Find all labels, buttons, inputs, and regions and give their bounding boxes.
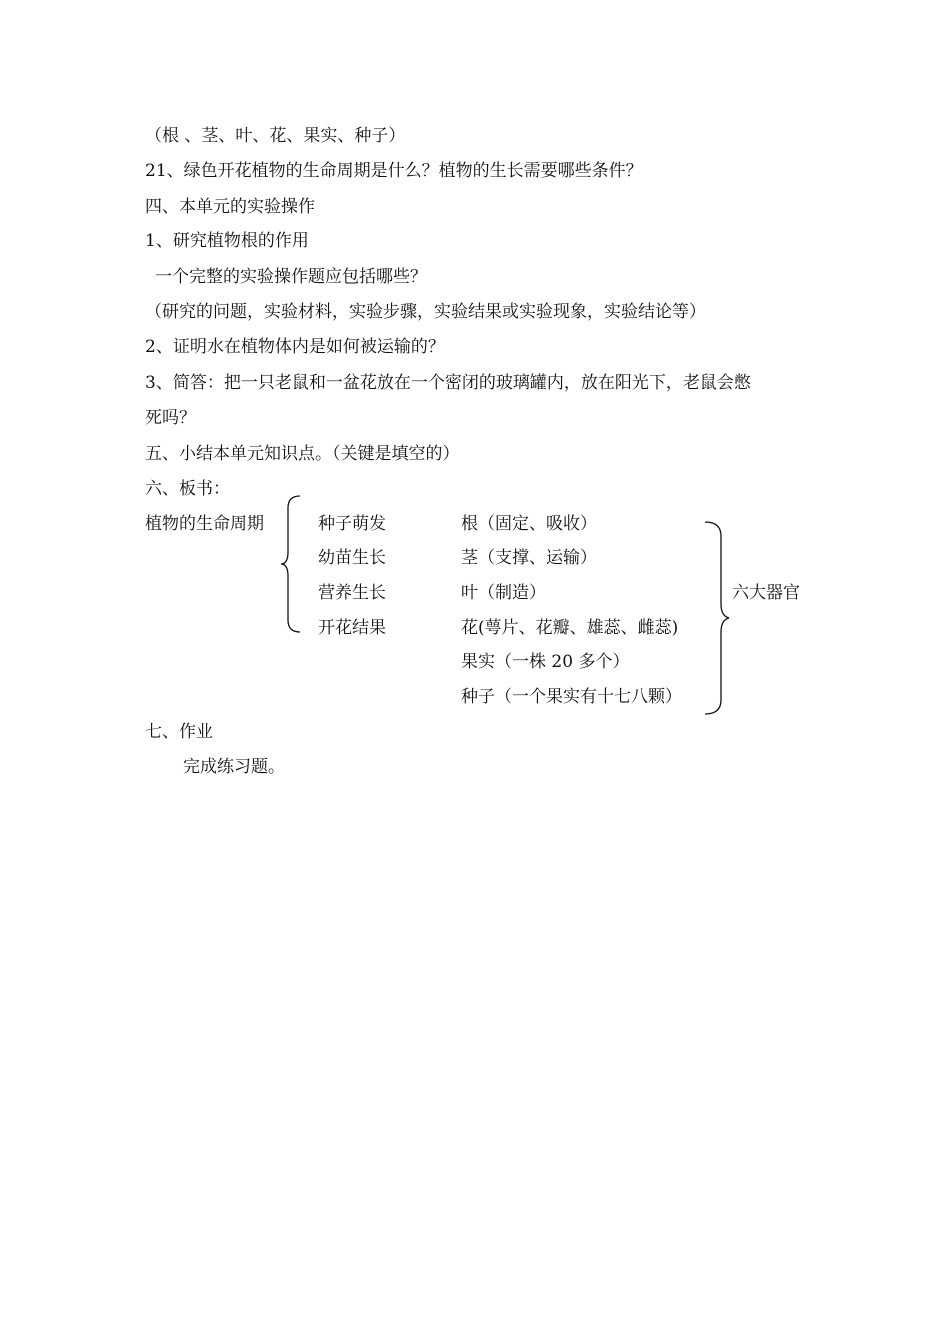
section-6-heading: 六、板书： — [145, 479, 230, 499]
experiment-2: 2、证明水在植物体内是如何被运输的？ — [145, 337, 445, 357]
question-21: 21、绿色开花植物的生命周期是什么？植物的生长需要哪些条件？ — [145, 161, 643, 181]
experiment-question: 一个完整的实验操作题应包括哪些？ — [155, 267, 427, 287]
board-root-label: 植物的生命周期 — [145, 514, 264, 534]
experiment-1: 1、研究植物根的作用 — [145, 231, 309, 251]
stage-item: 幼苗生长 — [318, 548, 386, 568]
section-5-heading: 五、小结本单元知识点。（关键是填空的） — [145, 444, 460, 464]
right-brace — [703, 520, 731, 716]
stage-item: 营养生长 — [318, 583, 386, 603]
left-brace — [280, 494, 304, 634]
organ-item: 茎（支撑、运输） — [461, 548, 597, 568]
organ-item: 花(萼片、花瓣、雄蕊、雌蕊) — [461, 618, 679, 638]
organs-summary-label: 六大器官 — [732, 583, 800, 603]
organ-item: 叶（制造） — [461, 583, 546, 603]
section-4-heading: 四、本单元的实验操作 — [145, 197, 315, 217]
organ-item: 果实（一株 20 多个） — [461, 652, 630, 672]
stage-item: 开花结果 — [318, 618, 386, 638]
organ-item: 种子（一个果实有十七八颗） — [461, 687, 682, 707]
experiment-3-line1: 3、简答：把一只老鼠和一盆花放在一个密闭的玻璃罐内，放在阳光下，老鼠会憋 — [145, 373, 751, 393]
experiment-3-line2: 死吗？ — [145, 408, 196, 428]
organ-item: 根（固定、吸收） — [461, 514, 597, 534]
homework-body: 完成练习题。 — [183, 757, 285, 777]
stage-item: 种子萌发 — [318, 514, 386, 534]
section-7-heading: 七、作业 — [145, 722, 213, 742]
organs-list-line: （根 、茎、叶、花、果实、种子） — [145, 126, 406, 146]
experiment-answer: （研究的问题，实验材料，实验步骤，实验结果或实验现象，实验结论等） — [145, 302, 706, 322]
